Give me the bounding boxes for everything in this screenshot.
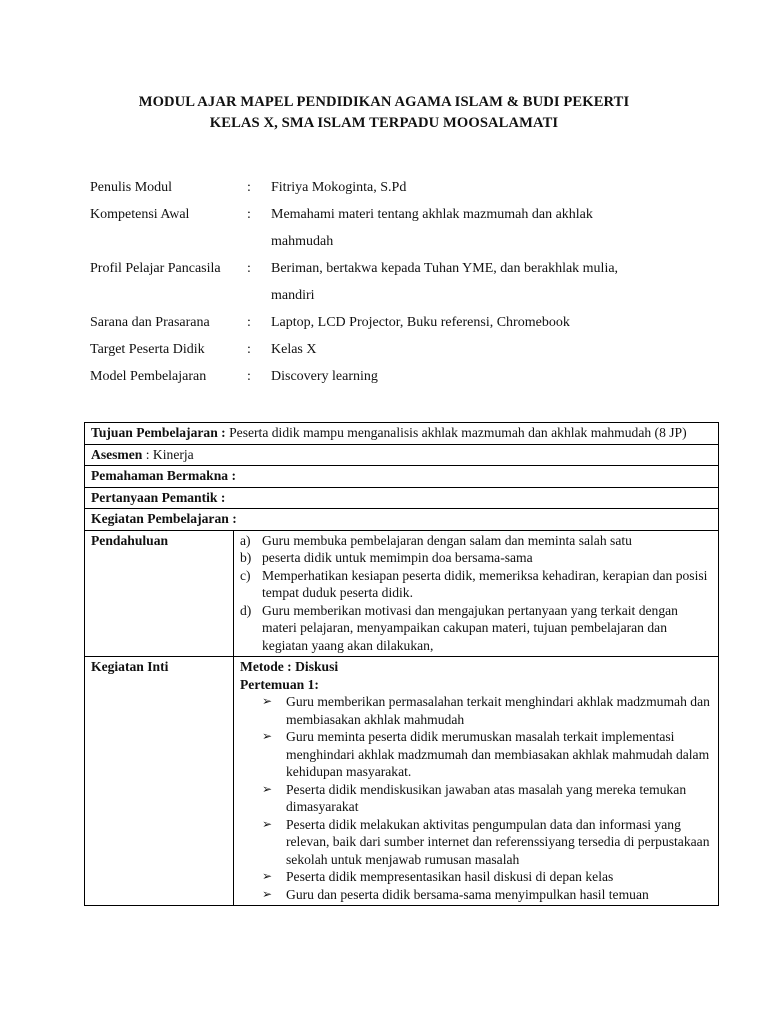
meta-label: Profil Pelajar Pancasila bbox=[90, 261, 221, 276]
meta-row-sarana bbox=[90, 309, 710, 336]
list-item bbox=[262, 781, 712, 816]
asesmen-value: : Kinerja bbox=[142, 446, 194, 462]
meta-row-kompetensi bbox=[90, 201, 710, 255]
list-item bbox=[240, 602, 712, 655]
list-text: Guru meminta peserta didik merumuskan masalah terkait implementasi menghindari akhlak madzmumah dan membiasakan akhlak mahmudah dalam kehidupan masyarakat. bbox=[286, 729, 710, 779]
metode-heading: Metode : Diskusi bbox=[240, 659, 339, 674]
meta-label: Penulis Modul bbox=[90, 180, 173, 195]
arrow-bullet-icon: ➢ bbox=[262, 729, 273, 743]
arrow-bullet-icon: ➢ bbox=[262, 886, 273, 901]
list-item bbox=[262, 816, 712, 869]
row-inti bbox=[85, 657, 719, 906]
document-title-line1: MODUL AJAR MAPEL PENDIDIKAN AGAMA ISLAM & BUDI PEKERTI bbox=[138, 94, 630, 110]
meta-value: Laptop, LCD Projector, Buku referensi, Chromebook bbox=[271, 315, 570, 330]
cell-tujuan bbox=[85, 423, 719, 445]
pertanyaan-label: Pertanyaan Pemantik : bbox=[85, 487, 719, 509]
pertemuan-heading: Pertemuan 1: bbox=[240, 676, 319, 692]
list-marker: b) bbox=[240, 550, 252, 565]
list-text: Memperhatikan kesiapan peserta didik, memeriksa kehadiran, kerapian dan posisi tempat duduk peserta didik. bbox=[262, 567, 708, 600]
meta-value-line1: Beriman, bertakwa kepada Tuhan YME, dan berakhlak mulia, bbox=[271, 261, 619, 276]
meta-colon: : bbox=[247, 369, 251, 384]
meta-colon: : bbox=[247, 261, 251, 276]
meta-label: Target Peserta Didik bbox=[90, 342, 205, 357]
meta-value: Fitriya Mokoginta, S.Pd bbox=[271, 180, 407, 195]
asesmen-label: Asesmen bbox=[91, 446, 143, 462]
tujuan-label: Tujuan Pembelajaran : bbox=[91, 425, 226, 440]
kegiatan-label: Kegiatan Pembelajaran : bbox=[85, 509, 719, 531]
list-item bbox=[262, 728, 712, 781]
list-text: Peserta didik mendiskusikan jawaban atas masalah yang mereka temukan dimasyarakat bbox=[286, 781, 687, 814]
list-item bbox=[240, 532, 712, 550]
meta-value-line2: mahmudah bbox=[271, 234, 334, 249]
row-asesmen bbox=[85, 444, 719, 466]
meta-value: Discovery learning bbox=[271, 369, 378, 384]
meta-label: Model Pembelajaran bbox=[90, 369, 207, 384]
arrow-bullet-icon: ➢ bbox=[262, 869, 273, 883]
list-text: Guru membuka pembelajaran dengan salam dan meminta salah satu bbox=[262, 532, 632, 548]
row-kegiatan bbox=[85, 509, 719, 531]
meta-label: Sarana dan Prasarana bbox=[90, 315, 210, 330]
row-tujuan bbox=[85, 423, 719, 445]
list-text: Guru memberikan permasalahan terkait menghindari akhlak madzmumah dan membiasakan akhlak mahmudah bbox=[286, 694, 710, 727]
list-text: Guru dan peserta didik bersama-sama menyimpulkan hasil temuan bbox=[286, 886, 649, 902]
inti-content bbox=[234, 657, 719, 906]
meta-colon: : bbox=[247, 315, 251, 330]
learning-table bbox=[84, 422, 719, 906]
module-info bbox=[90, 174, 710, 390]
meta-row-target bbox=[90, 336, 710, 363]
arrow-bullet-icon: ➢ bbox=[262, 816, 273, 831]
list-item bbox=[262, 868, 712, 886]
meta-value bbox=[271, 255, 710, 309]
meta-label: Kompetensi Awal bbox=[90, 207, 190, 222]
cell-asesmen bbox=[85, 444, 719, 466]
meta-colon: : bbox=[247, 180, 251, 195]
tujuan-value: Peserta didik mampu menganalisis akhlak mazmumah dan akhlak mahmudah (8 JP) bbox=[225, 425, 687, 440]
meta-value bbox=[271, 201, 710, 255]
list-item bbox=[262, 886, 712, 904]
meta-row-profil bbox=[90, 255, 710, 309]
meta-row-model bbox=[90, 363, 710, 390]
list-marker: a) bbox=[240, 532, 251, 548]
meta-value-line2: mandiri bbox=[271, 288, 315, 303]
pemahaman-label: Pemahaman Bermakna : bbox=[85, 466, 719, 488]
pendahuluan-list bbox=[240, 532, 712, 655]
row-pemahaman bbox=[85, 466, 719, 488]
inti-list bbox=[240, 693, 712, 903]
pendahuluan-content bbox=[234, 530, 719, 657]
list-item bbox=[262, 693, 712, 728]
list-text: Peserta didik melakukan aktivitas pengumpulan data dan informasi yang relevan, baik dari sumber internet dan referenssiyang tersedia di perpustakaan sekolah untuk menjawab rumusan masalah bbox=[286, 816, 710, 867]
arrow-bullet-icon: ➢ bbox=[262, 781, 273, 796]
pendahuluan-label: Pendahuluan bbox=[85, 530, 234, 657]
meta-colon: : bbox=[247, 342, 251, 357]
meta-value-line1: Memahami materi tentang akhlak mazmumah dan akhlak bbox=[271, 207, 593, 222]
list-text: peserta didik untuk memimpin doa bersama-sama bbox=[262, 550, 533, 565]
list-marker: d) bbox=[240, 602, 252, 618]
list-item bbox=[240, 567, 712, 602]
list-text: Peserta didik mempresentasikan hasil diskusi di depan kelas bbox=[286, 869, 614, 884]
row-pertanyaan bbox=[85, 487, 719, 509]
list-item bbox=[240, 549, 712, 567]
inti-label: Kegiatan Inti bbox=[85, 657, 234, 906]
meta-row-penulis bbox=[90, 174, 710, 201]
list-text: Guru memberikan motivasi dan mengajukan pertanyaan yang terkait dengan materi pelajaran, menyampaikan cakupan materi, tujuan pembelajaran dan kegiatan yaang akan dilakukan, bbox=[262, 602, 678, 653]
arrow-bullet-icon: ➢ bbox=[262, 694, 273, 708]
row-pendahuluan bbox=[85, 530, 719, 657]
list-marker: c) bbox=[240, 567, 251, 583]
document-title-line2: KELAS X, SMA ISLAM TERPADU MOOSALAMATI bbox=[209, 115, 559, 131]
meta-value: Kelas X bbox=[271, 342, 317, 357]
meta-colon: : bbox=[247, 207, 251, 222]
